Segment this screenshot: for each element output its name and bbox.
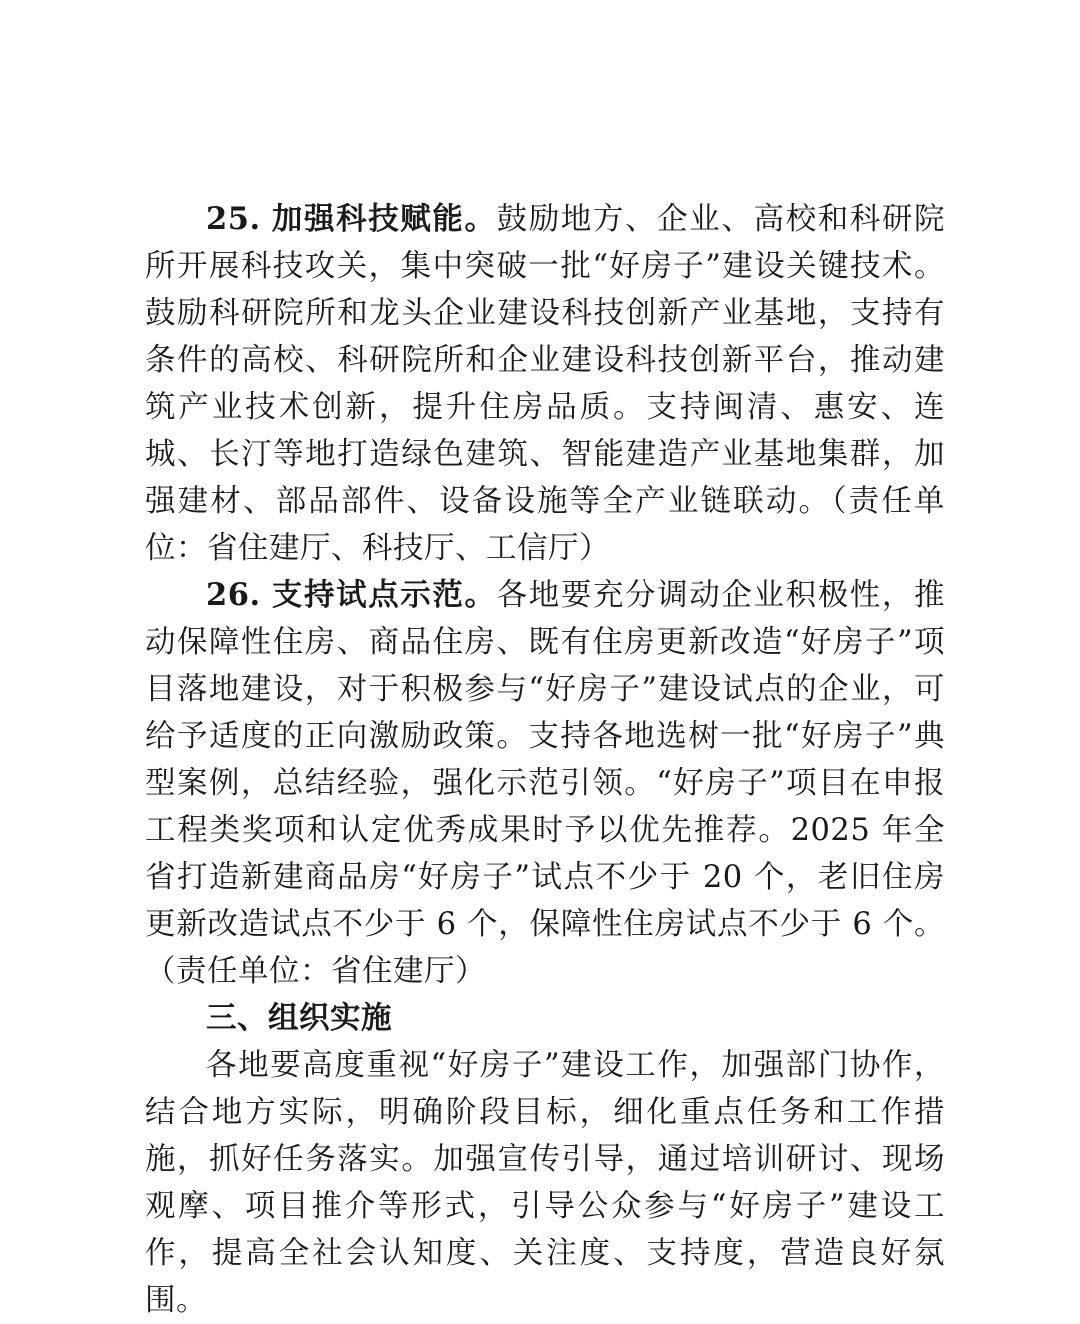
paragraph-item-26 (145, 572, 945, 995)
paragraph-item-25 (145, 196, 945, 572)
document-body (145, 196, 945, 1324)
item-25-number: 25. (206, 201, 261, 237)
item-26-body: 各地要充分调动企业积极性，推动保障性住房、商品住房、既有住房更新改造“好房子”项目落地建设，对于积极参与“好房子”建设试点的企业，可给予适度的正向激励政策。支持各地选树一批“好房子”典型案例，总结经验，强化示范引领。“好房子”项目在申报工程类奖项和认定优秀成果时予以优先推荐。2025 年全省打造新建商品房“好房子”试点不少于 20 个，老旧住房更新改造试点不少于 6 个，保障性住房试点不少于 6 个。（责任单位：省住建厅） (145, 578, 946, 989)
item-26-number: 26. (206, 577, 261, 613)
item-26-title: 支持试点示范。 (271, 577, 497, 613)
section-3-heading: 三、组织实施 (206, 1000, 392, 1036)
item-25-title: 加强科技赋能。 (271, 201, 497, 237)
item-25-body: 鼓励地方、企业、高校和科研院所开展科技攻关，集中突破一批“好房子”建设关键技术。鼓励科研院所和龙头企业建设科技创新产业基地，支持有条件的高校、科研院所和企业建设科技创新平台，推动建筑产业技术创新，提升住房品质。支持闽清、惠安、连城、长汀等地打造绿色建筑、智能建造产业基地集群，加强建材、部品部件、设备设施等全产业链联动。（责任单位：省住建厅、科技厅、工信厅） (145, 202, 946, 566)
section-3-paragraph: 各地要高度重视“好房子”建设工作，加强部门协作，结合地方实际，明确阶段目标，细化重点任务和工作措施，抓好任务落实。加强宣传引导，通过培训研讨、现场观摩、项目推介等形式，引导公众参与“好房子”建设工作，提高全社会认知度、关注度、支持度，营造良好氛围。 (145, 1048, 945, 1318)
